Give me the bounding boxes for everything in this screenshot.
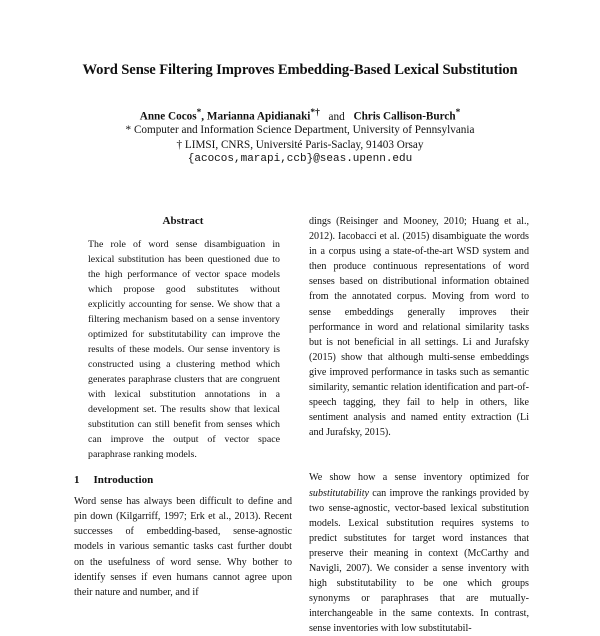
author-name: Chris Callison-Burch	[353, 110, 456, 123]
affiliation-upenn: * Computer and Information Science Department, University of Pennsylvania	[125, 124, 475, 136]
abstract-heading: Abstract	[162, 215, 204, 227]
author-mark: *	[455, 108, 461, 118]
section-heading	[74, 473, 292, 488]
emphasized-term: substitutability	[309, 487, 370, 499]
intro-paragraph: Word sense has always been difficult to define and pin down (Kilgarriff, 1997; Erk et al., 2013). Recent successes of embedding-based, sense-agnostic models in various semantic tasks cast further doubt on the usefulness of word sense. Why bother to identify senses if even humans cannot agree upon their nature and number, and if	[74, 496, 292, 598]
related-work-paragraph: dings (Reisinger and Mooney, 2010; Huang et al., 2012). Iacobacci et al. (2015) disambiguate the words in a corpus using a state-of-the-art WSD system and then produce continuous representations of word senses based on distributional information obtained from the annotated corpus. Moving from word to sense embeddings generally improves their performance in word and relational similarity tasks but is not beneficial in all settings. Li and Jurafsky (2015) show that although multi-sense embeddings give improved performance in tasks such as semantic similarity, semantic relation identification and part-of-speech tagging, they fail to help in others, like sentiment analysis and named entity extraction (Li and Jurafsky, 2015).	[309, 216, 529, 439]
right-column	[309, 214, 529, 636]
author-email: {acocos,marapi,ccb}@seas.upenn.edu	[187, 153, 413, 165]
section-number: 1	[74, 474, 80, 487]
affiliation-limsi: † LIMSI, CNRS, Université Paris-Saclay, 91403 Orsay	[176, 139, 424, 151]
author-name: Anne Cocos	[139, 110, 197, 123]
section-title: Introduction	[93, 474, 154, 487]
author-mark: *	[196, 108, 202, 118]
author-mark: *†	[310, 108, 320, 118]
contribution-paragraph	[309, 470, 529, 636]
author-name: Marianna Apidianaki	[206, 110, 311, 123]
paragraph-text: We show how a sense inventory optimized for	[309, 472, 529, 484]
left-column	[74, 214, 292, 600]
author-line: Anne Cocos*, Marianna Apidianaki*† and Chris Callison-Burch*	[139, 108, 461, 123]
abstract-text: The role of word sense disambiguation in lexical substitution has been questioned due to the high performance of vector space models which propose good substitutes without explicitly accounting for sense. We show that a filtering mechanism based on a sense inventory optimized for substitutability can improve the results of these models. Our sense inventory is constructed using a clustering method which generates paraphrase clusters that are congruent with lexical substitution annotations in a development set. The results show that lexical substitution can still benefit from senses which can improve the output of vector space paraphrase ranking models.	[88, 239, 280, 461]
author-conjunction: and	[328, 110, 345, 123]
paper-title: Word Sense Filtering Improves Embedding-Based Lexical Substitution	[82, 62, 518, 78]
paragraph-text: can improve the rankings provided by two sense-agnostic, vector-based lexical substitution models. Lexical substitution requires systems to predict substitutes for target word instances that preserve their meaning in context (McCarthy and Navigli, 2007). We consider a sense inventory with high substitutability to be one which groups synonyms or paraphrases that are mutually-interchangeable in the same contexts. In contrast, sense inventories with low substitutabil-	[309, 487, 529, 635]
